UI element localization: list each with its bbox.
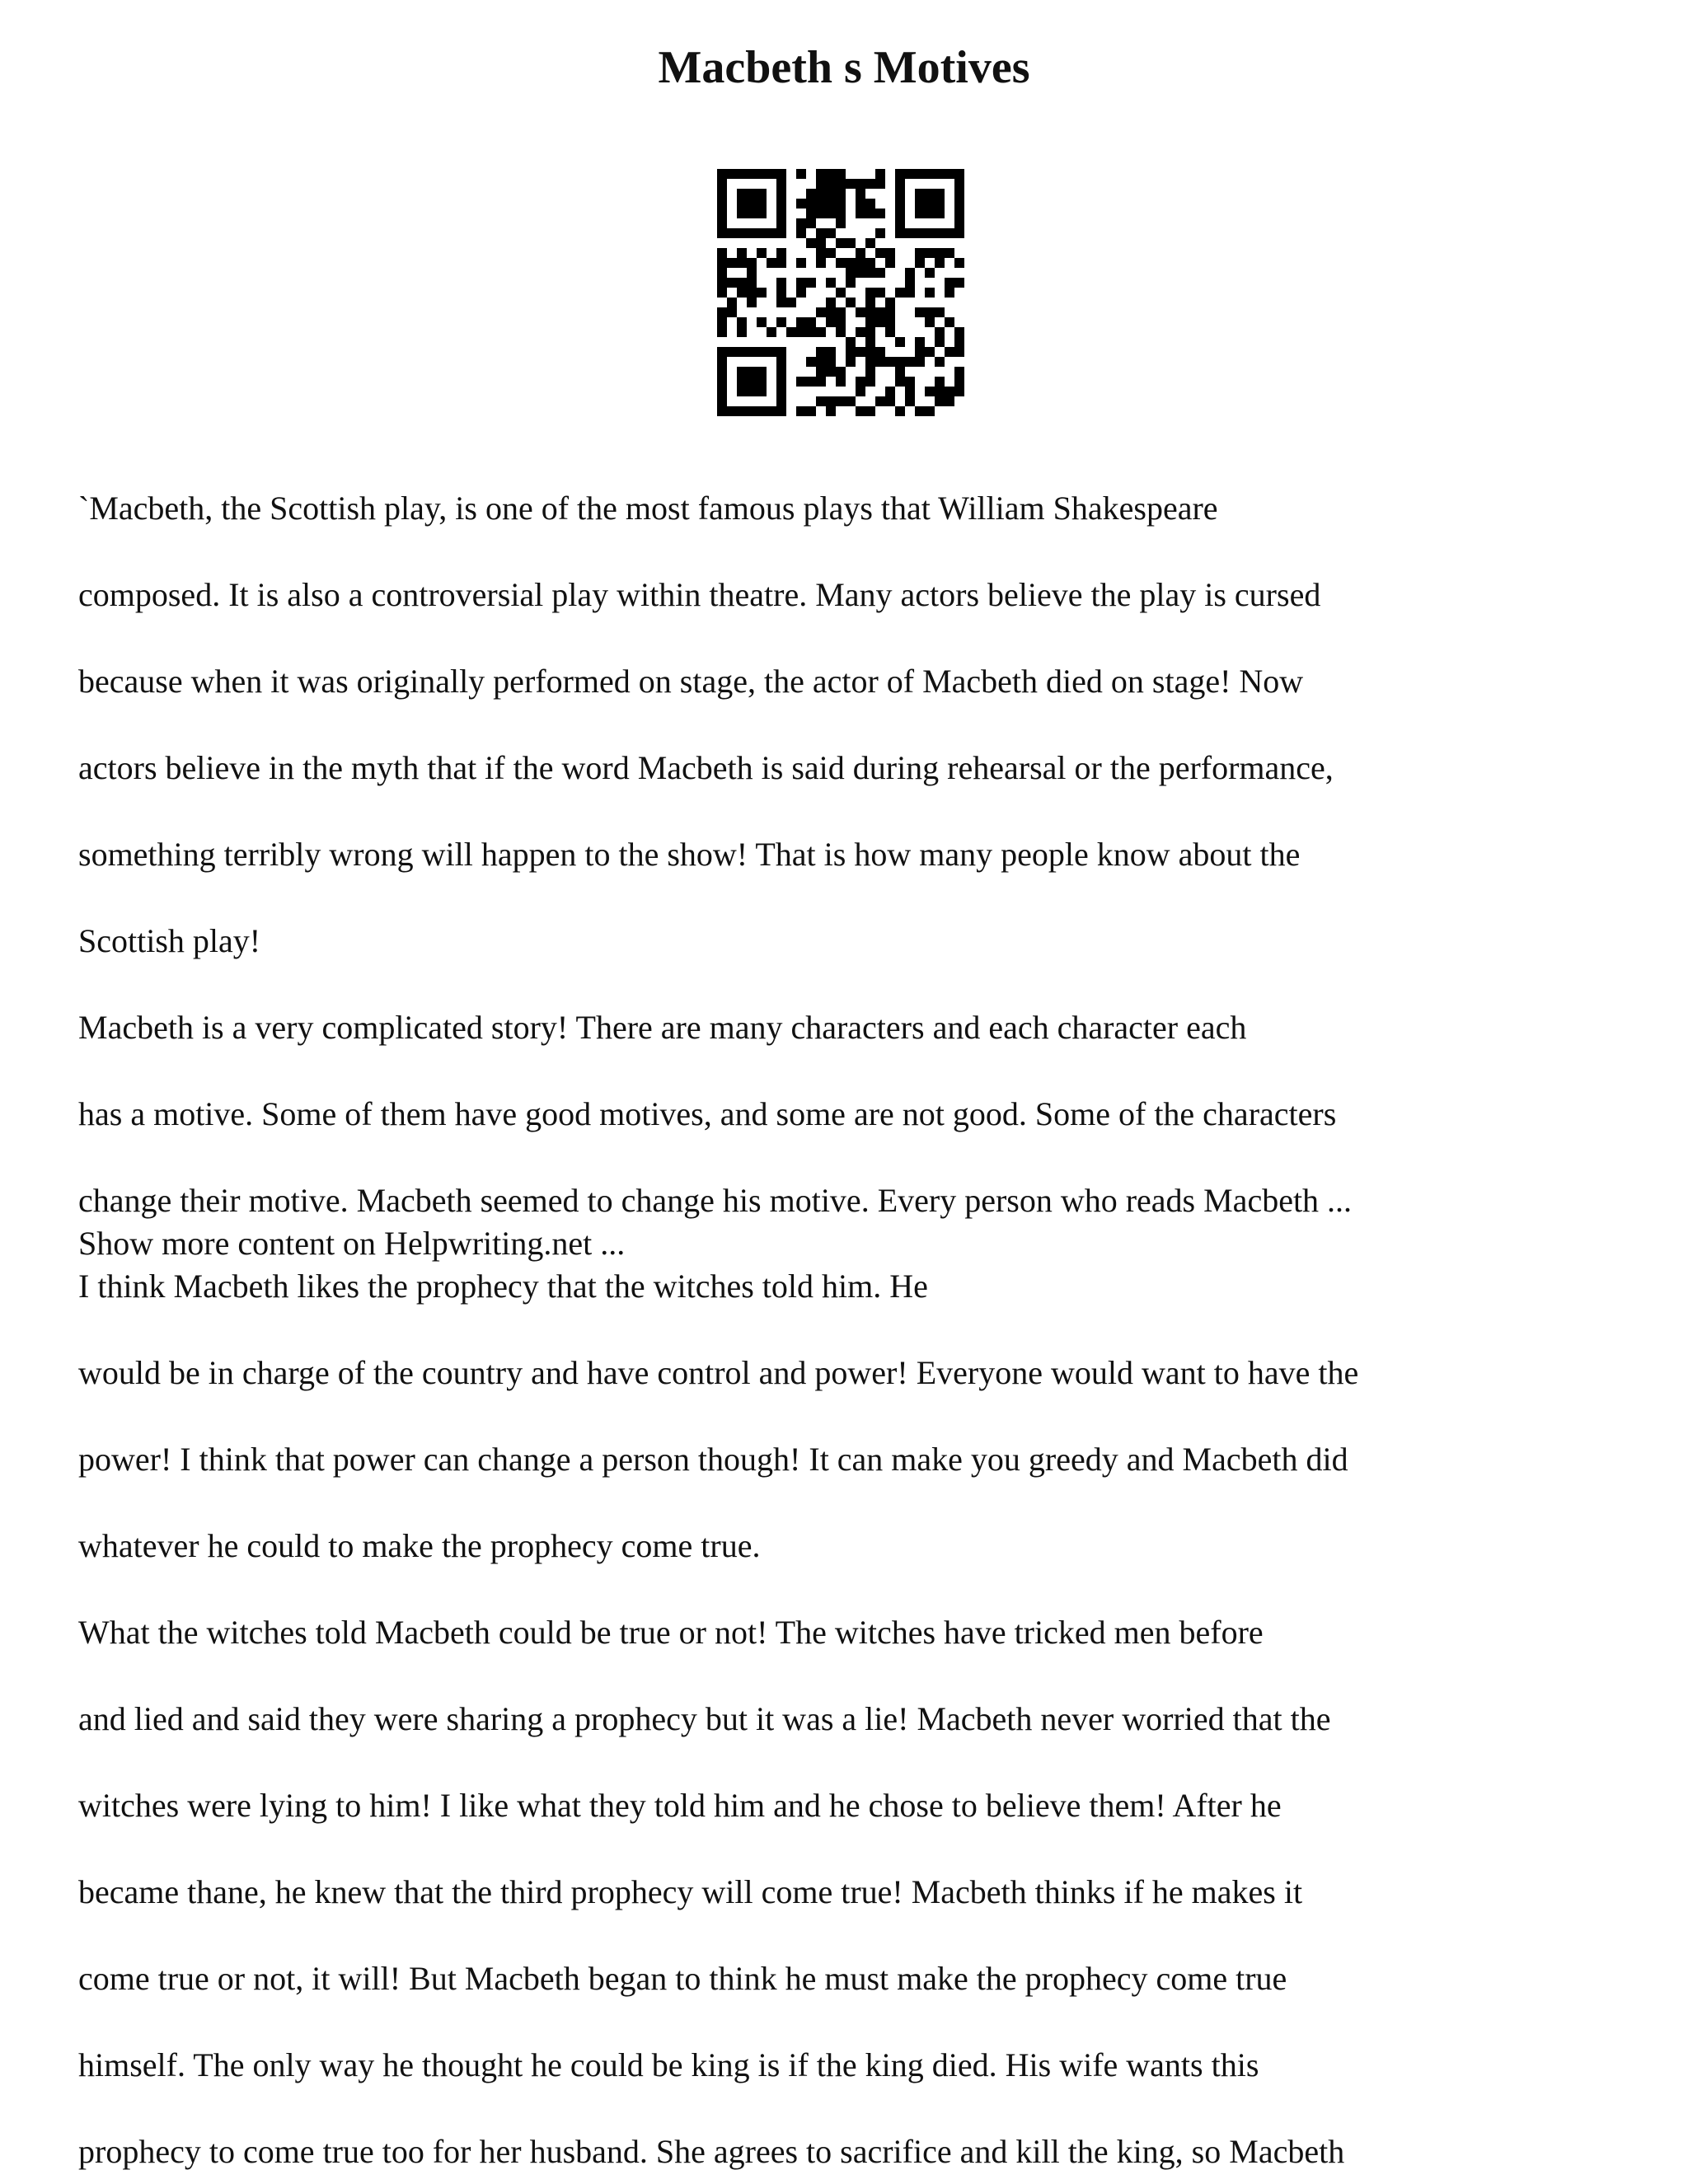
body-line-15: What the witches told Macbeth could be true or not! The witches have tricked men before bbox=[78, 1614, 1264, 1651]
body-line-11: I think Macbeth likes the prophecy that the witches told him. He bbox=[78, 1268, 928, 1305]
body-line-12: would be in charge of the country and have control and power! Everyone would want to have the bbox=[78, 1354, 1359, 1391]
body-line-9: change their motive. Macbeth seemed to change his motive. Every person who reads Macbeth ... bbox=[78, 1182, 1353, 1219]
body-line-7: Macbeth is a very complicated story! There are many characters and each character each bbox=[78, 1009, 1247, 1046]
source-link[interactable]: Show more content on Helpwriting.net ... bbox=[78, 1225, 626, 1262]
body-line-14: whatever he could to make the prophecy come true. bbox=[78, 1527, 761, 1564]
qr-code-icon bbox=[717, 169, 964, 416]
body-line-5: something terribly wrong will happen to the show! That is how many people know about the bbox=[78, 836, 1301, 873]
body-line-13: power! I think that power can change a person though! It can make you greedy and Macbeth did bbox=[78, 1441, 1348, 1478]
body-line-6: Scottish play! bbox=[78, 922, 261, 959]
body-line-20: himself. The only way he thought he could be king is if the king died. His wife wants this bbox=[78, 2046, 1259, 2083]
body-line-8: has a motive. Some of them have good motives, and some are not good. Some of the characters bbox=[78, 1095, 1337, 1132]
body-line-1: `Macbeth, the Scottish play, is one of the most famous plays that William Shakespeare bbox=[78, 490, 1218, 527]
body-line-2: composed. It is also a controversial play within theatre. Many actors believe the play is cursed bbox=[78, 576, 1321, 613]
body-line-4: actors believe in the myth that if the word Macbeth is said during rehearsal or the performance, bbox=[78, 749, 1334, 786]
body-line-19: come true or not, it will! But Macbeth began to think he must make the prophecy come true bbox=[78, 1960, 1287, 1997]
body-line-3: because when it was originally performed on stage, the actor of Macbeth died on stage! Now bbox=[78, 663, 1304, 700]
page-title: Macbeth s Motives bbox=[658, 42, 1030, 93]
body-line-21: prophecy to come true too for her husband. She agrees to sacrifice and kill the king, so Macbeth bbox=[78, 2133, 1345, 2170]
body-line-18: became thane, he knew that the third prophecy will come true! Macbeth thinks if he makes it bbox=[78, 1873, 1303, 1910]
body-line-16: and lied and said they were sharing a prophecy but it was a lie! Macbeth never worried that the bbox=[78, 1700, 1331, 1737]
body-line-17: witches were lying to him! I like what they told him and he chose to believe them! After he bbox=[78, 1787, 1282, 1824]
